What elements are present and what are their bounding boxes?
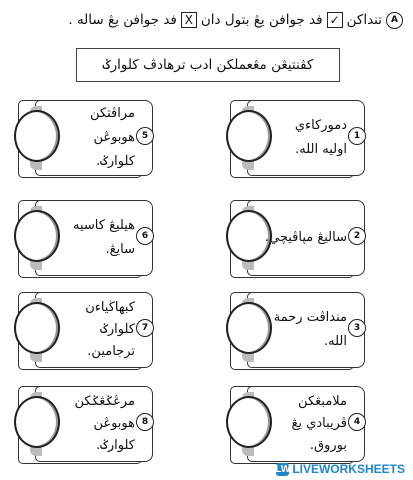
card-1	[230, 100, 367, 176]
card-number: 7	[136, 319, 154, 337]
card-2	[230, 200, 367, 276]
card-number: 2	[348, 227, 366, 245]
card-7	[18, 292, 155, 368]
instruction-line	[8, 8, 403, 32]
card-text-line: هوبوڠن	[93, 416, 135, 431]
liveworksheets-logo-icon: LW	[275, 463, 291, 475]
card-text	[262, 390, 347, 458]
watermark-text: LIVEWORKSHEETS	[292, 462, 405, 476]
card-6	[18, 200, 155, 276]
card-text	[262, 104, 347, 172]
card-text-line: كلوارݢ.	[96, 154, 135, 169]
card-text-line: كلوارݢ	[100, 322, 135, 337]
card-text-line: مراڤتكن هوبوڠن	[90, 106, 135, 145]
instruction-part2: فد جوافن يڠ بتول دان	[200, 12, 323, 28]
false-mark-box: X	[181, 12, 197, 28]
card-text-line: دموركاءي	[294, 118, 347, 133]
card-text-line: ڤريبادي يڠ	[291, 416, 347, 431]
card-3	[230, 292, 367, 368]
card-number: 1	[348, 127, 366, 145]
card-text-line: كبهاڬياءن	[85, 300, 135, 315]
card-text	[262, 296, 347, 364]
card-text-line: كلوارݢ.	[96, 438, 135, 453]
card-number: 4	[348, 413, 366, 431]
card-text	[50, 204, 135, 272]
card-5	[18, 100, 155, 176]
card-number: 6	[136, 227, 154, 245]
card-8	[18, 386, 155, 462]
liveworksheets-watermark	[276, 462, 405, 476]
card-text-line: بوروق.	[309, 438, 347, 453]
instruction-part3: فد جوافن يڠ ساله .	[68, 12, 177, 28]
card-text	[50, 296, 135, 364]
card-text-line: ترجامين.	[87, 344, 135, 359]
section-letter: A	[386, 12, 403, 29]
card-text-line: ساليڠ مپاڤيچي.	[264, 230, 347, 245]
worksheet-title	[76, 48, 340, 82]
card-text-line: منداڤت رحمة	[273, 310, 347, 325]
card-text-line: سايڠ.	[105, 242, 135, 257]
card-text-line: اوليه الله.	[295, 142, 347, 157]
card-number: 3	[348, 319, 366, 337]
instruction-part1: تنداكن	[346, 12, 382, 28]
card-text-line: هيليڠ كاسيه	[73, 218, 135, 233]
card-text	[50, 104, 135, 172]
true-mark-box: ✓	[327, 12, 343, 28]
card-text-line: ملامبڠكن	[298, 394, 347, 409]
card-text-line: مرڠݢڠݢكن	[74, 394, 135, 409]
card-4	[230, 386, 367, 462]
card-text	[262, 204, 347, 272]
card-number: 5	[136, 127, 154, 145]
card-text	[50, 390, 135, 458]
title-text: كڤنتيڠن مڠعملكن ادب ترهادڤ كلوارݢ	[102, 57, 314, 73]
card-text-line: الله.	[324, 334, 347, 349]
card-number: 8	[136, 413, 154, 431]
